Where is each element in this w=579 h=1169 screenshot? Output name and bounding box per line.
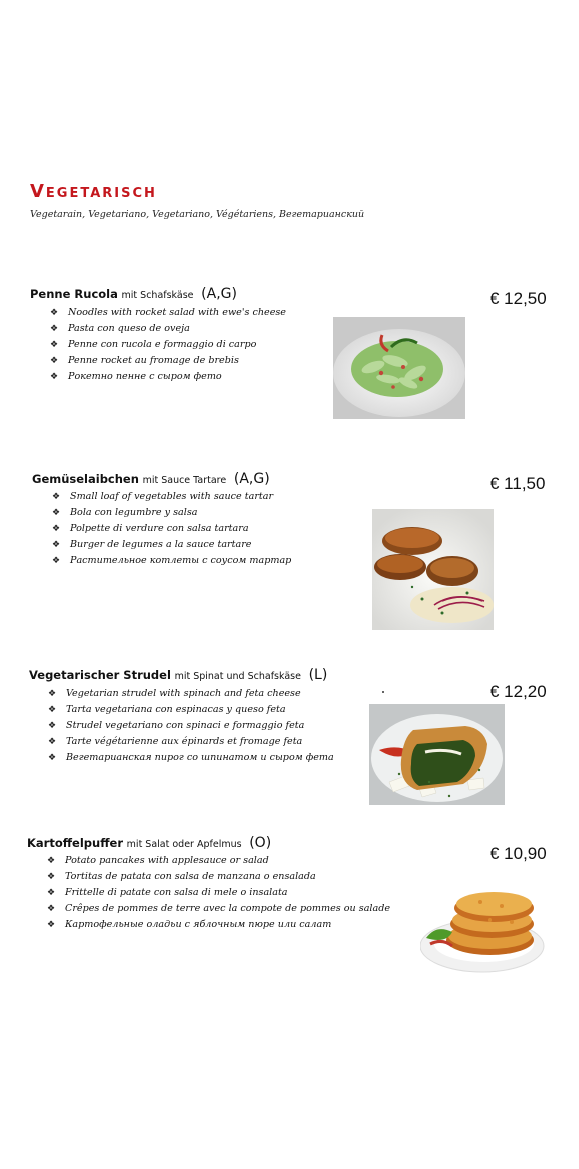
bullet-icon: ❖ xyxy=(47,888,56,898)
dish-allergens: (L) xyxy=(308,667,328,683)
dish-heading xyxy=(32,471,270,487)
dish-description: mit Sauce Tartare xyxy=(142,475,227,486)
dish-name: Vegetarischer Strudel xyxy=(29,668,171,682)
dish-allergens: (A,G) xyxy=(233,471,270,487)
list-item: ❖ Tortitas de patata con salsa de manzana o ensalada xyxy=(47,869,390,885)
list-item: ❖ Pasta con queso de oveja xyxy=(50,321,286,337)
bullet-icon: ❖ xyxy=(50,324,59,334)
list-item: ❖ Frittelle di patate con salsa di mele o insalata xyxy=(47,885,390,901)
bullet-icon: ❖ xyxy=(48,689,57,699)
dish-price: € 10,90 xyxy=(490,844,547,863)
bullet-icon: ❖ xyxy=(47,904,56,914)
list-item: ❖ Crêpes de pommes de terre avec la compote de pommes ou salade xyxy=(47,901,390,917)
bullet-icon: ❖ xyxy=(48,753,57,763)
list-item: ❖ Penne con rucola e formaggio di carpo xyxy=(50,337,286,353)
dish-description: mit Spinat und Schafskäse xyxy=(174,671,301,682)
bullet-icon: ❖ xyxy=(50,340,59,350)
bullet-icon: ❖ xyxy=(52,540,61,550)
translation-list xyxy=(48,686,334,766)
dish-name: Gemüselaibchen xyxy=(32,472,139,486)
list-item: ❖ Noodles with rocket salad with ewe's cheese xyxy=(50,305,286,321)
translation-list xyxy=(52,489,291,569)
bullet-icon: ❖ xyxy=(47,872,56,882)
bullet-icon: ❖ xyxy=(50,372,59,382)
list-item: ❖ Tarte végétarienne aux épinards et fromage feta xyxy=(48,734,334,750)
bullet-icon: ❖ xyxy=(52,492,61,502)
dish-description: mit Salat oder Apfelmus xyxy=(126,839,242,850)
bullet-icon: ❖ xyxy=(52,508,61,518)
strudel-photo xyxy=(369,704,505,805)
bullet-icon: ❖ xyxy=(47,920,56,930)
dish-allergens: (A,G) xyxy=(201,286,237,302)
list-item: ❖ Strudel vegetariano con spinaci e formaggio feta xyxy=(48,718,334,734)
bullet-icon: ❖ xyxy=(50,356,59,366)
dish-description: mit Schafskäse xyxy=(121,290,194,301)
dish-price: € 12,50 xyxy=(490,289,547,308)
vegetable-patties-photo xyxy=(372,509,494,630)
list-item: ❖ Вегетарианская пирог со шпинатом и сыром фета xyxy=(48,750,334,766)
dish-heading xyxy=(29,667,327,683)
list-item: ❖ Potato pancakes with applesauce or salad xyxy=(47,853,390,869)
list-item: ❖ Рокетно пенне с сыром фето xyxy=(50,369,286,385)
dish-allergens: (O) xyxy=(249,835,272,851)
potato-pancakes-photo xyxy=(420,884,545,975)
bullet-icon: ❖ xyxy=(52,556,61,566)
page-title: Vegetarisch xyxy=(30,181,157,202)
dish-heading xyxy=(27,835,271,851)
list-item: ❖ Polpette di verdure con salsa tartara xyxy=(52,521,291,537)
bullet-icon: ❖ xyxy=(48,721,57,731)
translation-list xyxy=(50,305,286,385)
bullet-icon: ❖ xyxy=(50,308,59,318)
dish-price: € 11,50 xyxy=(490,474,546,493)
list-item: ❖ Penne rocket au fromage de brebis xyxy=(50,353,286,369)
bullet-icon: ❖ xyxy=(47,856,56,866)
list-item: ❖ Burger de legumes a la sauce tartare xyxy=(52,537,291,553)
list-item: ❖ Vegetarian strudel with spinach and feta cheese xyxy=(48,686,334,702)
bullet-icon: ❖ xyxy=(52,524,61,534)
dish-name: Penne Rucola xyxy=(30,287,118,301)
bullet-icon: ❖ xyxy=(48,737,57,747)
pasta-photo xyxy=(333,317,465,419)
list-item: ❖ Tarta vegetariana con espinacas y queso feta xyxy=(48,702,334,718)
dish-name: Kartoffelpuffer xyxy=(27,836,124,850)
list-item: ❖ Small loaf of vegetables with sauce tartar xyxy=(52,489,291,505)
list-item: ❖ Растительное котлеты с соусом тартар xyxy=(52,553,291,569)
translation-list xyxy=(47,853,390,933)
page-subtitle: Vegetarain, Vegetariano, Vegetariano, Végétariens, Вегетарианский xyxy=(30,209,365,220)
dish-price: € 12,20 xyxy=(490,682,547,701)
bullet-icon: ❖ xyxy=(48,705,57,715)
decorative-dot xyxy=(382,691,384,693)
list-item: ❖ Bola con legumbre y salsa xyxy=(52,505,291,521)
list-item: ❖ Картофельные оладьи с яблочным пюре или салат xyxy=(47,917,390,933)
dish-heading xyxy=(30,286,237,302)
